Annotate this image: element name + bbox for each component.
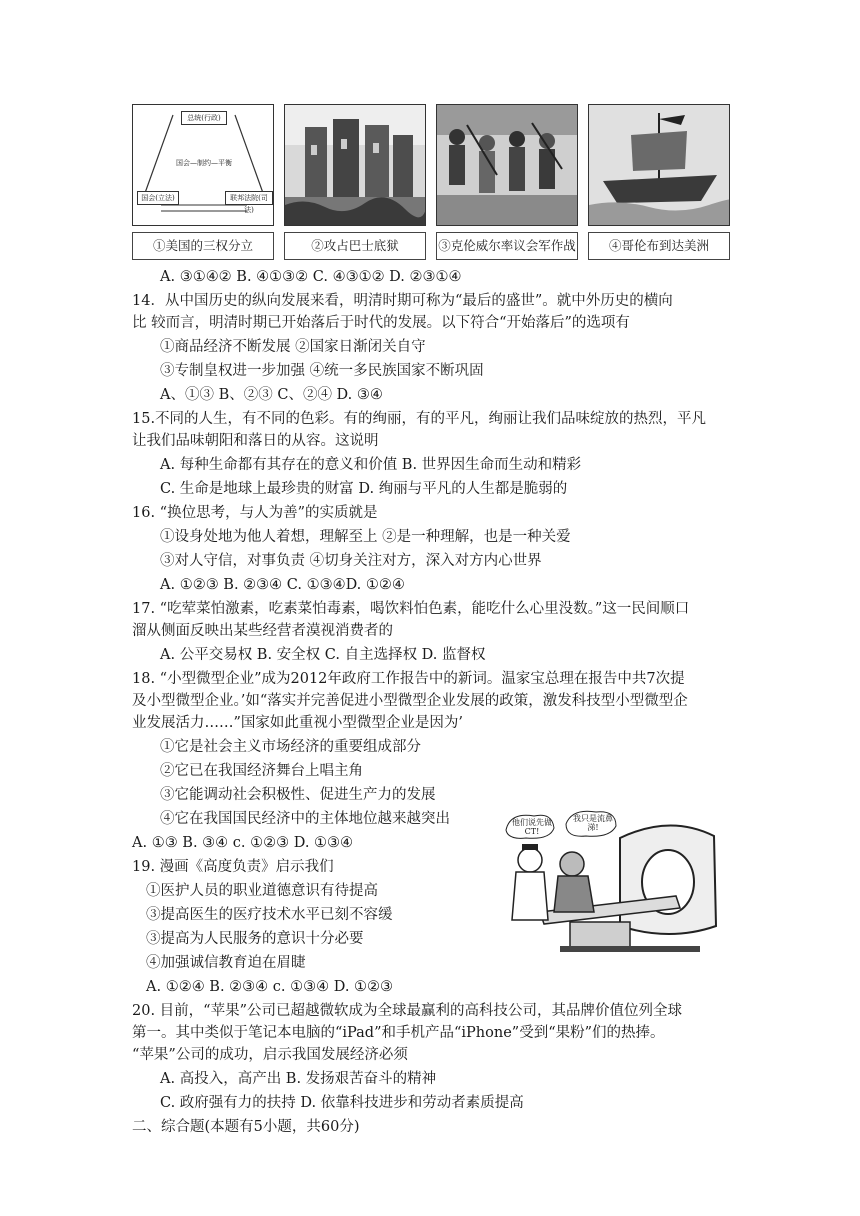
picture-strip [132, 104, 730, 262]
cartoon-bubble-1: 他们说先做CT! [512, 818, 552, 836]
q14-stem-1: 14．从中国历史的纵向发展来看，明清时期可称为“最后的盛世”。就中外历史的横向 [132, 293, 673, 309]
q14-item-2: ③专制皇权进一步加强 ④统一多民族国家不断巩固 [160, 363, 484, 379]
q15-options-1: A. 每种生命都有其存在的意义和价值 B. 世界因生命而生动和精彩 [160, 457, 582, 473]
figure-caption-4: ④哥伦布到达美洲 [588, 232, 730, 260]
q15-stem-2: 让我们品味朝阳和落日的从容。这说明 [132, 433, 379, 449]
q14-options: A、①③ B、②③ C、②④ D. ③④ [160, 387, 383, 403]
q20-stem-3: “苹果”公司的成功，启示我国发展经济必须 [132, 1047, 408, 1063]
bastille-fortress-icon [284, 104, 426, 226]
q18-item-1: ①它是社会主义市场经济的重要组成部分 [160, 739, 421, 755]
diagram-right-box: 联邦法院(司法) [225, 191, 273, 205]
q19-stem: 19. 漫画《高度负责》启示我们 [132, 859, 334, 875]
q16-item-1: ①设身处地为他人着想，理解至上 ②是一种理解，也是一种关爱 [160, 529, 571, 545]
figure-caption-2: ②攻占巴士底狱 [284, 232, 426, 260]
q16-item-2: ③对人守信，对事负责 ④切身关注对方，深入对方内心世界 [160, 553, 542, 569]
cartoon-bubble-2: 我只是流鼻涕! [573, 814, 613, 832]
q18-stem-3: 业发展活力……”国家如此重视小型微型企业是因为’ [132, 715, 464, 731]
q18-item-4: ④它在我国国民经济中的主体地位越来越突出 [160, 811, 450, 827]
q19-item-2: ③提高医生的医疗技术水平已刻不容缓 [146, 907, 393, 923]
q19-item-1: ①医护人员的职业道德意识有待提高 [146, 883, 378, 899]
q20-stem-2: 第一。其中类似于笔记本电脑的“iPad”和手机产品“iPhone”受到“果粉”们的热捧。 [132, 1025, 665, 1041]
q18-options: A. ①③ B. ③④ c. ①②③ D. ①③④ [132, 835, 354, 851]
cromwell-army-icon [436, 104, 578, 226]
q17-stem-2: 溜从侧面反映出某些经营者漠视消费者的 [132, 623, 393, 639]
q13-options: A. ③①④② B. ④①③② C. ④③①② D. ②③①④ [160, 269, 462, 285]
q15-stem-1: 15.不同的人生，有不同的色彩。有的绚丽，有的平凡，绚丽让我们品味绽放的热烈，平凡 [132, 411, 707, 427]
q17-stem-1: 17. “吃荤菜怕激素，吃素菜怕毒素，喝饮料怕色素，能吃什么心里没数。”这一民间顺口 [132, 601, 690, 617]
q16-stem: 16. “换位思考，与人为善”的实质就是 [132, 505, 378, 521]
q18-item-3: ③它能调动社会积极性、促进生产力的发展 [160, 787, 436, 803]
q18-stem-1: 18. “小型微型企业”成为2012年政府工作报告中的新词。温家宝总理在报告中共7次提 [132, 671, 685, 687]
diagram-middle-label: 国会—制约—平衡 [176, 159, 232, 167]
q17-options: A. 公平交易权 B. 安全权 C. 自主选择权 D. 监督权 [160, 647, 486, 663]
diagram-top-box: 总统(行政) [181, 111, 227, 125]
q14-stem-2: 比 较而言，明清时期已开始落后于时代的发展。以下符合“开始落后”的选项有 [132, 315, 630, 331]
section-two-heading: 二、综合题(本题有5小题，共60分) [132, 1119, 360, 1135]
q20-options-2: C. 政府强有力的扶持 D. 依靠科技进步和劳动者素质提高 [160, 1095, 524, 1111]
q14-item-1: ①商品经济不断发展 ②国家日渐闭关自守 [160, 339, 426, 355]
ct-scanner-doctor-cartoon-icon [500, 808, 732, 956]
q16-options: A. ①②③ B. ②③④ C. ①③④D. ①②④ [160, 577, 405, 593]
figure-caption-1: ①美国的三权分立 [132, 232, 274, 260]
separation-of-powers-diagram-icon [132, 104, 274, 226]
q20-stem-1: 20. 目前，“苹果”公司已超越微软成为全球最赢利的高科技公司，其品牌价值位列全球 [132, 1003, 682, 1019]
figure-caption-3: ③克伦威尔率议会军作战 [436, 232, 578, 260]
q19-item-3: ③提高为人民服务的意识十分必要 [146, 931, 364, 947]
q18-item-2: ②它已在我国经济舞台上唱主角 [160, 763, 363, 779]
q18-stem-2: 及小型微型企业。’如“落实并完善促进小型微型企业发展的政策，激发科技型小型微型企 [132, 693, 688, 709]
q19-options: A. ①②④ B. ②③④ c. ①③④ D. ①②③ [146, 979, 394, 995]
q20-options-1: A. 高投入，高产出 B. 发扬艰苦奋斗的精神 [160, 1071, 437, 1087]
diagram-left-box: 国会(立法) [137, 191, 179, 205]
columbus-ship-icon [588, 104, 730, 226]
q15-options-2: C. 生命是地球上最珍贵的财富 D. 绚丽与平凡的人生都是脆弱的 [160, 481, 568, 497]
q19-item-4: ④加强诚信教育迫在眉睫 [146, 955, 306, 971]
